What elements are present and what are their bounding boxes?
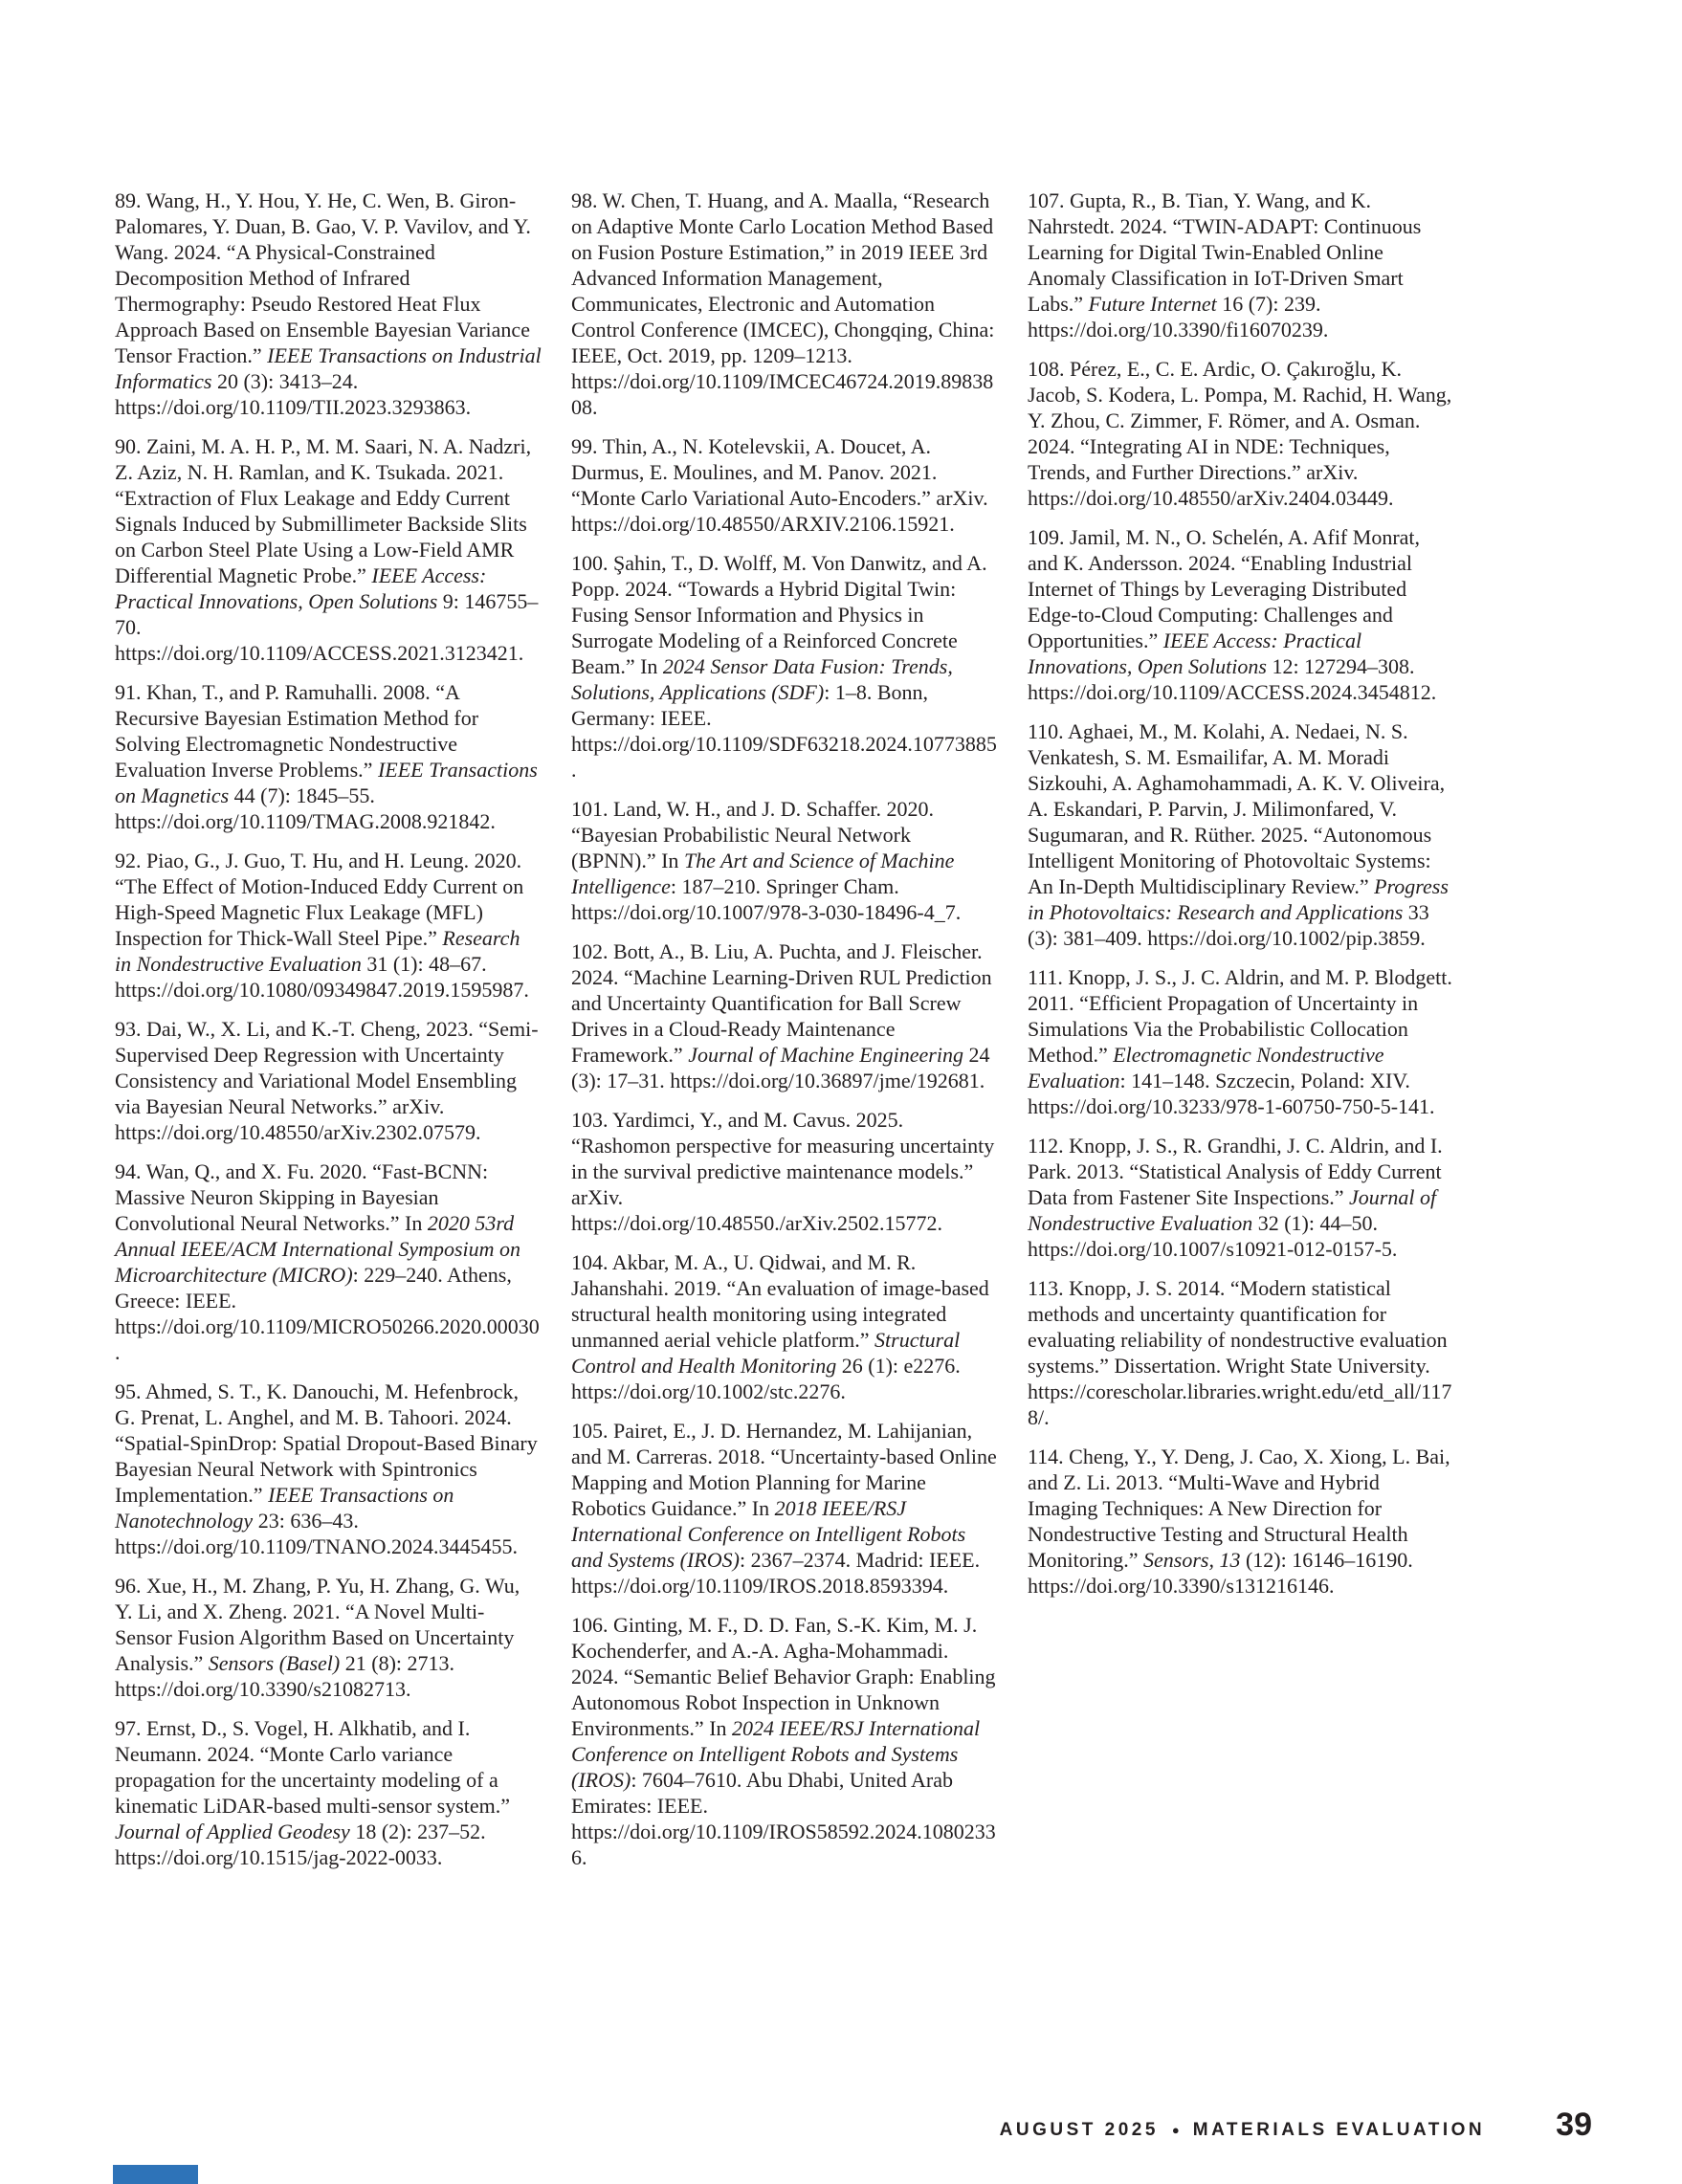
reference-entry: 91. Khan, T., and P. Ramuhalli. 2008. “A Recursive Bayesian Estimation Method for Solving Electromagnetic Nondestructive Evaluation Inverse Problems.” IEEE Transactions on Magnetics 44 (7): 1845–55. https://doi.org/10.1109/TMAG.2008.921842. bbox=[115, 680, 538, 833]
reference-entry: 112. Knopp, J. S., R. Grandhi, J. C. Aldrin, and I. Park. 2013. “Statistical Analysis of Eddy Current Data from Fastener Site Inspections.” Journal of Nondestructive Evaluation 32 (1): 44–50. https://doi.org/10.1007/s10921-012-0157-5. bbox=[1028, 1134, 1443, 1261]
reference-entry: 94. Wan, Q., and X. Fu. 2020. “Fast-BCNN: Massive Neuron Skipping in Bayesian Convolutional Neural Networks.” In 2020 53rd Annual IEEE/ACM International Symposium on Microarchitecture (MICRO): 229–240. Athens, Greece: IEEE. https://doi.org/10.1109/MICRO50266.2020.00030. bbox=[115, 1159, 540, 1364]
reference-entry: 102. Bott, A., B. Liu, A. Puchta, and J. Fleischer. 2024. “Machine Learning-Driven RUL Prediction and Uncertainty Quantification for Ball Screw Drives in a Cloud-Ready Maintenance Framework.” Journal of Machine Engineering 24 (3): 17–31. https://doi.org/10.36897/jme/192681. bbox=[571, 939, 992, 1092]
reference-entry: 107. Gupta, R., B. Tian, Y. Wang, and K. Nahrstedt. 2024. “TWIN-ADAPT: Continuous Learning for Digital Twin-Enabled Online Anomaly Classification in IoT-Driven Smart Labs.” Future Internet 16 (7): 239. https://doi.org/10.3390/fi16070239. bbox=[1028, 188, 1422, 342]
reference-entry: 113. Knopp, J. S. 2014. “Modern statistical methods and uncertainty quantification for evaluating reliability of nondestructive evaluation systems.” Dissertation. Wright State University. https://corescholar.libraries.wright.edu/etd_all/1178/. bbox=[1028, 1276, 1452, 1429]
reference-entry: 103. Yardimci, Y., and M. Cavus. 2025. “Rashomon perspective for measuring uncertainty in the survival predictive maintenance models.” arXiv. https://doi.org/10.48550./arXiv.2502.15772. bbox=[571, 1108, 995, 1235]
reference-entry: 105. Pairet, E., J. D. Hernandez, M. Lahijanian, and M. Carreras. 2018. “Uncertainty-based Online Mapping and Motion Planning for Marine Robotics Guidance.” In 2018 IEEE/RSJ International Conference on Intelligent Robots and Systems (IROS): 2367–2374. Madrid: IEEE. https://doi.org/10.1109/IROS.2018.8593394. bbox=[571, 1419, 997, 1598]
reference-entry: 97. Ernst, D., S. Vogel, H. Alkhatib, and I. Neumann. 2024. “Monte Carlo variance propagation for the uncertainty modeling of a kinematic LiDAR-based multi-sensor system.” Journal of Applied Geodesy 18 (2): 237–52. https://doi.org/10.1515/jag-2022-0033. bbox=[115, 1716, 511, 1869]
reference-entry: 95. Ahmed, S. T., K. Danouchi, M. Hefenbrock, G. Prenat, L. Anghel, and M. B. Tahoori. 2024. “Spatial-SpinDrop: Spatial Dropout-Based Binary Bayesian Neural Network with Spintronics Implementation.” IEEE Transactions on Nanotechnology 23: 636–43. https://doi.org/10.1109/TNANO.2024.3445455. bbox=[115, 1379, 538, 1558]
reference-entry: 90. Zaini, M. A. H. P., M. M. Saari, N. A. Nadzri, Z. Aziz, N. H. Ramlan, and K. Tsukada. 2021. “Extraction of Flux Leakage and Eddy Current Signals Induced by Submillimeter Backside Slits on Carbon Steel Plate Using a Low-Field AMR Differential Magnetic Probe.” IEEE Access: Practical Innovations, Open Solutions 9: 146755–70. https://doi.org/10.1109/ACCESS.2021.3123421. bbox=[115, 434, 539, 665]
reference-entry: 110. Aghaei, M., M. Kolahi, A. Nedaei, N. S. Venkatesh, S. M. Esmailifar, A. M. Moradi Sizkouhi, A. Aghamohammadi, A. K. V. Oliveira, A. Eskandari, P. Parvin, J. Milimonfared, V. Sugumaran, and R. Rüther. 2025. “Autonomous Intelligent Monitoring of Photovoltaic Systems: An In-Depth Multidisciplinary Review.” Progress in Photovoltaics: Research and Applications 33 (3): 381–409. https://doi.org/10.1002/pip.3859. bbox=[1028, 719, 1449, 950]
reference-entry: 111. Knopp, J. S., J. C. Aldrin, and M. P. Blodgett. 2011. “Efficient Propagation of Uncertainty in Simulations Via the Probabilistic Collocation Method.” Electromagnetic Nondestructive Evaluation: 141–148. Szczecin, Poland: XIV. https://doi.org/10.3233/978-1-60750-750-5-141. bbox=[1028, 965, 1452, 1118]
reference-entry: 93. Dai, W., X. Li, and K.-T. Cheng, 2023. “Semi-Supervised Deep Regression with Uncertainty Consistency and Variational Model Ensembling via Bayesian Neural Networks.” arXiv. https://doi.org/10.48550/arXiv.2302.07579. bbox=[115, 1017, 539, 1144]
reference-entry: 106. Ginting, M. F., D. D. Fan, S.-K. Kim, M. J. Kochenderfer, and A.-A. Agha-Mohammadi. 2024. “Semantic Belief Behavior Graph: Enabling Autonomous Robot Inspection in Unknown Environments.” In 2024 IEEE/RSJ International Conference on Intelligent Robots and Systems (IROS): 7604–7610. Abu Dhabi, United Arab Emirates: IEEE. https://doi.org/10.1109/IROS58592.2024.10802336. bbox=[571, 1613, 996, 1869]
references-column-3 bbox=[1028, 188, 1454, 1884]
reference-entry: 98. W. Chen, T. Huang, and A. Maalla, “Research on Adaptive Monte Carlo Location Method Based on Fusion Posture Estimation,” in 2019 IEEE 3rd Advanced Information Management, Communicates, Electronic and Automation Control Conference (IMCEC), Chongqing, China: IEEE, Oct. 2019, pp. 1209–1213. https://doi.org/10.1109/IMCEC46724.2019.8983808. bbox=[571, 188, 995, 419]
footer-caption bbox=[1000, 2120, 1486, 2141]
reference-entry: 101. Land, W. H., and J. D. Schaffer. 2020. “Bayesian Probabilistic Neural Network (BPNN).” In The Art and Science of Machine Intelligence: 187–210. Springer Cham. https://doi.org/10.1007/978-3-030-18496-4_7. bbox=[571, 797, 962, 924]
reference-entry: 108. Pérez, E., C. E. Ardic, O. Çakıroğlu, K. Jacob, S. Kodera, L. Pompa, M. Rachid, H. Wang, Y. Zhou, C. Zimmer, F. Römer, and A. Osman. 2024. “Integrating AI in NDE: Techniques, Trends, and Further Directions.” arXiv. https://doi.org/10.48550/arXiv.2404.03449. bbox=[1028, 357, 1452, 510]
page-number: 39 bbox=[1556, 2107, 1592, 2143]
reference-entry: 100. Şahin, T., D. Wolff, M. Von Danwitz, and A. Popp. 2024. “Towards a Hybrid Digital Twin: Fusing Sensor Information and Physics in Surrogate Modeling of a Reinforced Concrete Beam.” In 2024 Sensor Data Fusion: Trends, Solutions, Applications (SDF): 1–8. Bonn, Germany: IEEE. https://doi.org/10.1109/SDF63218.2024.10773885. bbox=[571, 551, 997, 782]
reference-entry: 92. Piao, G., J. Guo, T. Hu, and H. Leung. 2020. “The Effect of Motion-Induced Eddy Current on High-Speed Magnetic Flux Leakage (MFL) Inspection for Thick-Wall Steel Pipe.” Research in Nondestructive Evaluation 31 (1): 48–67. https://doi.org/10.1080/09349847.2019.1595987. bbox=[115, 849, 529, 1002]
footer-magazine-title: MATERIALS EVALUATION bbox=[1192, 2120, 1486, 2140]
reference-entry: 114. Cheng, Y., Y. Deng, J. Cao, X. Xiong, L. Bai, and Z. Li. 2013. “Multi-Wave and Hybrid Imaging Techniques: A New Direction for Nondestructive Testing and Structural Health Monitoring.” Sensors, 13 (12): 16146–16190. https://doi.org/10.3390/s131216146. bbox=[1028, 1445, 1450, 1598]
footer-bullet-icon: ● bbox=[1171, 2122, 1180, 2137]
page-footer bbox=[115, 2107, 1592, 2144]
footer-accent-bar bbox=[113, 2165, 198, 2184]
references-section bbox=[115, 188, 1454, 1884]
footer-issue: AUGUST 2025 bbox=[999, 2120, 1159, 2140]
reference-entry: 104. Akbar, M. A., U. Qidwai, and M. R. Jahanshahi. 2019. “An evaluation of image-based structural health monitoring using integrated unmanned aerial vehicle platform.” Structural Control and Health Monitoring 26 (1): e2276. https://doi.org/10.1002/stc.2276. bbox=[571, 1250, 989, 1403]
references-column-1 bbox=[115, 188, 542, 1884]
reference-entry: 89. Wang, H., Y. Hou, Y. He, C. Wen, B. Giron-Palomares, Y. Duan, B. Gao, V. P. Vavilov, and Y. Wang. 2024. “A Physical-Constrained Decomposition Method of Infrared Thermography: Pseudo Restored Heat Flux Approach Based on Ensemble Bayesian Variance Tensor Fraction.” IEEE Transactions on Industrial Informatics 20 (3): 3413–24. https://doi.org/10.1109/TII.2023.3293863. bbox=[115, 188, 542, 419]
reference-entry: 96. Xue, H., M. Zhang, P. Yu, H. Zhang, G. Wu, Y. Li, and X. Zheng. 2021. “A Novel Multi-Sensor Fusion Algorithm Based on Uncertainty Analysis.” Sensors (Basel) 21 (8): 2713. https://doi.org/10.3390/s21082713. bbox=[115, 1574, 520, 1701]
references-column-2 bbox=[571, 188, 998, 1884]
reference-entry: 109. Jamil, M. N., O. Schelén, A. Afif Monrat, and K. Andersson. 2024. “Enabling Industrial Internet of Things by Leveraging Distributed Edge-to-Cloud Computing: Challenges and Opportunities.” IEEE Access: Practical Innovations, Open Solutions 12: 127294–308. https://doi.org/10.1109/ACCESS.2024.3454812. bbox=[1028, 525, 1437, 704]
reference-entry: 99. Thin, A., N. Kotelevskii, A. Doucet, A. Durmus, E. Moulines, and M. Panov. 2021. “Monte Carlo Variational Auto-Encoders.” arXiv. https://doi.org/10.48550/ARXIV.2106.15921. bbox=[571, 434, 988, 536]
